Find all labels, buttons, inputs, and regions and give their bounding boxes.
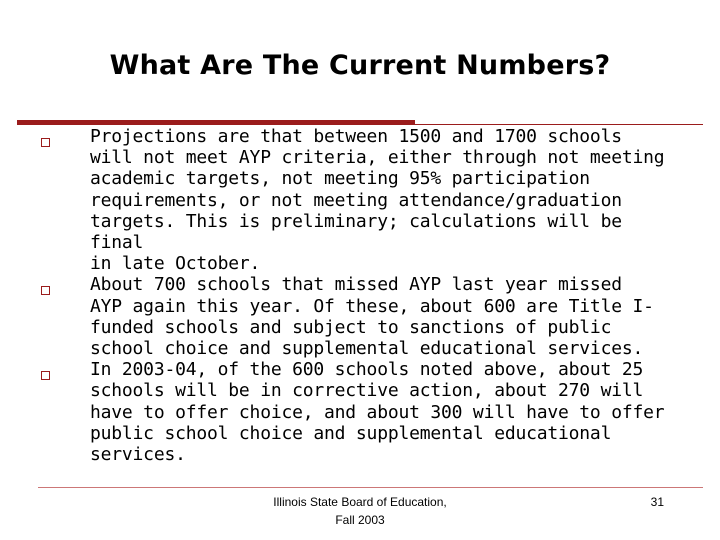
- bullet-line: in late October.: [90, 253, 261, 275]
- page-number: 31: [650, 495, 664, 509]
- slide-title: What Are The Current Numbers?: [109, 50, 611, 81]
- bullet-line: funded schools and subject to sanctions of public: [90, 316, 612, 338]
- title-underline-thick: [17, 120, 415, 125]
- bullet-line: In 2003-04, of the 600 schools noted above, about 25: [90, 359, 644, 381]
- bullet-line: requirements, or not meeting attendance/graduation: [90, 189, 622, 211]
- bullet-line: services.: [90, 444, 186, 466]
- bullet-line: Projections are that between 1500 and 1700 schools: [90, 126, 622, 147]
- footer-line-organization: Illinois State Board of Education,: [273, 495, 447, 509]
- footer-line-date: Fall 2003: [335, 513, 385, 527]
- footer-source: [225, 493, 495, 529]
- bullet-line: academic targets, not meeting 95% participation: [90, 168, 590, 190]
- bullet-line: schools will be in corrective action, about 270 will: [90, 380, 644, 402]
- bullet-line: targets. This is preliminary; calculations will be final: [90, 210, 622, 254]
- bullet-list: [38, 126, 678, 465]
- bullet-line: have to offer choice, and about 300 will have to offer: [90, 401, 665, 423]
- hollow-square-bullet-icon: [41, 371, 50, 380]
- bullet-item-projections: [38, 126, 678, 274]
- footer-divider: [38, 487, 703, 488]
- bullet-line: AYP again this year. Of these, about 600 are Title I-: [90, 295, 654, 317]
- bullet-line: public school choice and supplemental educational: [90, 422, 612, 444]
- bullet-line: About 700 schools that missed AYP last year missed: [90, 274, 622, 296]
- bullet-line: will not meet AYP criteria, either through not meeting: [90, 147, 665, 169]
- title-underline-thin: [415, 124, 703, 125]
- bullet-item-missed-ayp: [38, 274, 678, 359]
- hollow-square-bullet-icon: [41, 286, 50, 295]
- bullet-line: school choice and supplemental educational services.: [90, 338, 644, 360]
- hollow-square-bullet-icon: [41, 138, 50, 147]
- bullet-item-corrective-action: [38, 359, 678, 465]
